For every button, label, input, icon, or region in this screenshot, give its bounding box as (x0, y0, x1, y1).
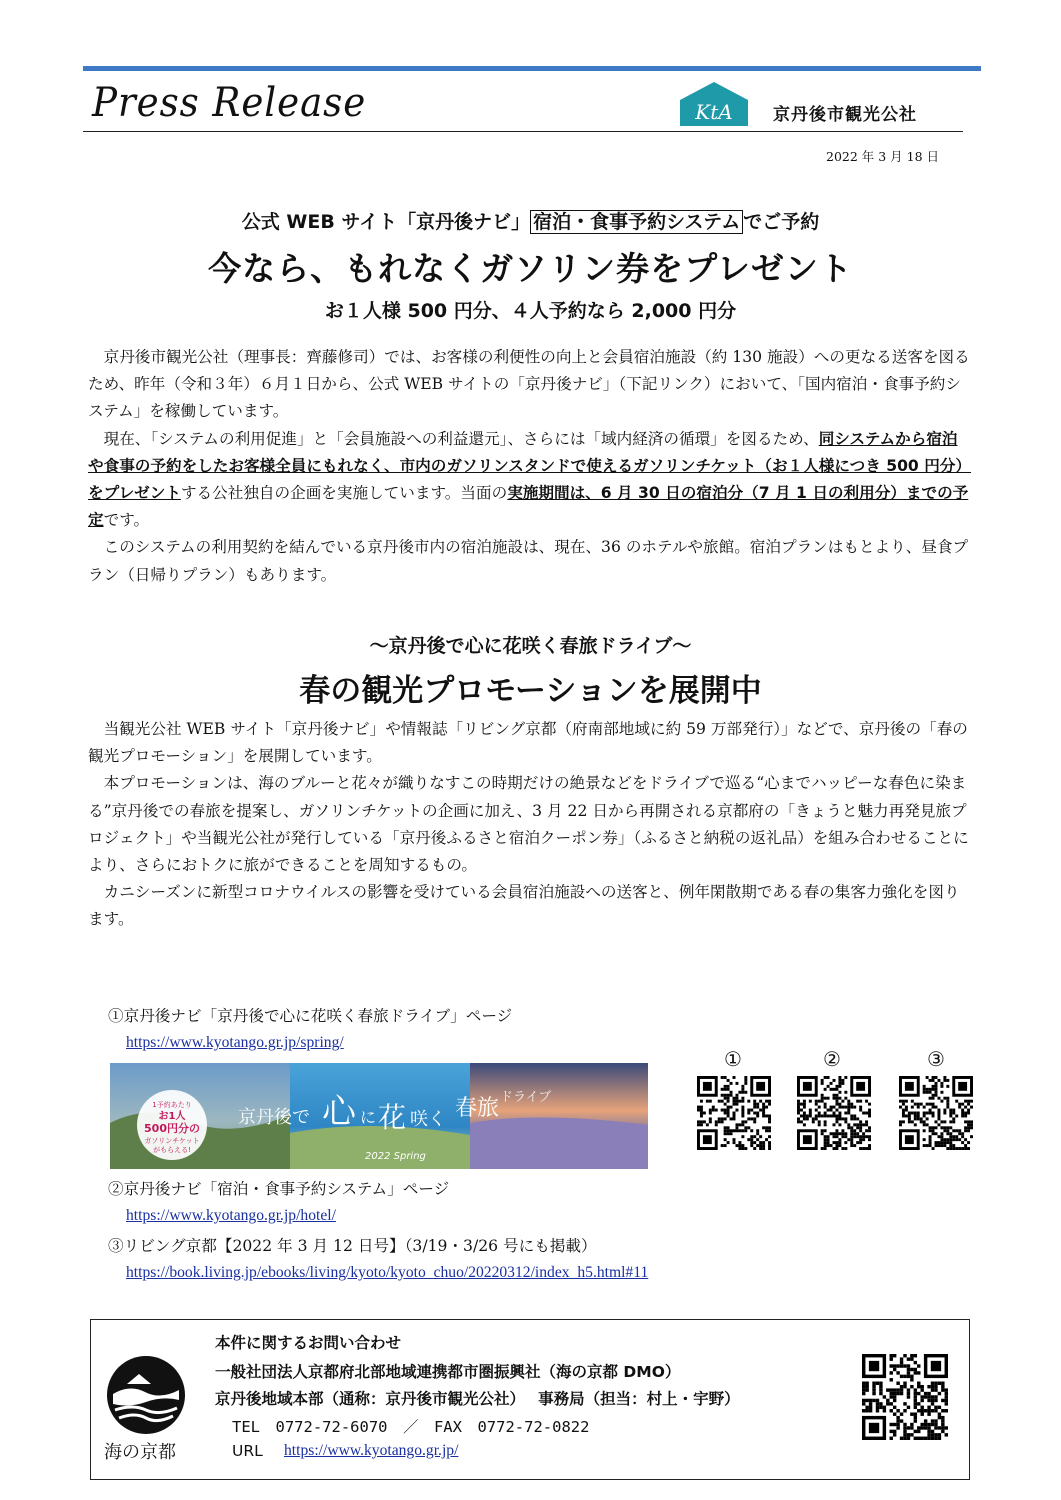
headline-sub: お１人様 500 円分、４人予約なら 2,000 円分 (324, 300, 737, 322)
paragraph: 本プロモーションは、海のブルーと花々が織りなすこの時期だけの絶景などをドライブで巡る“心までハッピーな春色に染まる”京丹後での春旅を提案し、ガソリンチケットの企画に加え、3 月 22 日から再開される京都府の「きょうと魅力再発見旅プロジェクト」や当観光公社が発行している「京丹後ふるさと宿泊クーポン券」（ふるさと納税の返礼品）を組み合わせることにより、さらにおトクに旅ができることを周知するもの。 (88, 774, 969, 875)
reference-3: ③リビング京都【2022 年 3 月 12 日号】（3/19・3/26 号にも掲載） (108, 1237, 597, 1255)
press-release-title: Press Release (92, 80, 367, 126)
link-living-kyoto[interactable]: https://book.living.jp/ebooks/living/kyoto/kyoto_chuo/20220312/index_h5.html#11 (126, 1264, 649, 1281)
contact-tel-fax: TEL 0772-72-6070 ／ FAX 0772-72-0822 (232, 1418, 590, 1436)
umi-no-kyoto-logo (105, 1354, 187, 1436)
highlight-period: 実施期間は、6 月 30 日の宿泊分（7 月 1 日の利用分）までの予定 (88, 484, 969, 530)
reference-1: ①京丹後ナビ「京丹後で心に花咲く春旅ドライブ」ページ (108, 1007, 513, 1025)
umi-no-kyoto-caption: 海の京都 (104, 1442, 176, 1463)
qr-label-2: ② (823, 1047, 841, 1071)
paragraph: カニシーズンに新型コロナウイルスの影響を受けている会員宿泊施設への送客と、例年閑散期である春の集客力強化を図ります。 (88, 883, 960, 929)
contact-website-link[interactable]: https://www.kyotango.gr.jp/ (284, 1442, 459, 1459)
contact-heading: 本件に関するお問い合わせ (215, 1334, 402, 1352)
svg-text:に: に (360, 1108, 377, 1127)
svg-text:500円分の: 500円分の (144, 1122, 200, 1135)
svg-text:がもらえる!: がもらえる! (153, 1146, 191, 1154)
release-date: 2022 年 3 月 18 日 (826, 149, 940, 164)
svg-text:京丹後で: 京丹後で (238, 1107, 310, 1128)
svg-text:ドライブ: ドライブ (500, 1090, 552, 1105)
qr-label-3: ③ (927, 1047, 945, 1071)
intro-paragraphs (88, 344, 973, 589)
svg-text:1予約あたり: 1予約あたり (152, 1101, 192, 1109)
section-subtitle: ～京丹後で心に花咲く春旅ドライブ～ (369, 635, 692, 657)
svg-text:お1人: お1人 (158, 1111, 186, 1122)
contact-url-label: URL (232, 1442, 263, 1460)
headline-main: 今なら、もれなくガソリン券をプレゼント (208, 249, 853, 288)
svg-text:ガソリンチケット: ガソリンチケット (144, 1137, 200, 1145)
promotion-banner (110, 1063, 648, 1169)
organization-name: 京丹後市観光公社 (773, 105, 917, 125)
svg-text:春旅: 春旅 (455, 1096, 500, 1121)
svg-text:花: 花 (378, 1101, 407, 1134)
svg-text:咲く: 咲く (410, 1109, 446, 1130)
header-accent-bar (83, 66, 981, 71)
qr-code-1[interactable] (697, 1076, 771, 1154)
header-divider (83, 131, 963, 132)
organization-logo (676, 80, 752, 128)
qr-code-3[interactable] (899, 1076, 973, 1154)
qr-code-2[interactable] (797, 1076, 871, 1154)
svg-text:KtA: KtA (695, 100, 733, 124)
link-hotel-page[interactable]: https://www.kyotango.gr.jp/hotel/ (126, 1207, 336, 1224)
section-title: 春の観光プロモーションを展開中 (299, 673, 762, 709)
paragraph: このシステムの利用契約を結んでいる京丹後市内の宿泊施設は、現在、36 のホテルや旅館。宿泊プランはもとより、昼食プラン（日帰りプラン）もあります。 (88, 538, 969, 584)
svg-text:心: 心 (322, 1092, 356, 1132)
contact-qr-code[interactable] (862, 1354, 948, 1440)
paragraph: 現在、「システムの利用促進」と「会員施設への利益還元」、さらには「域内経済の循環」を図るため、同システムから宿泊や食事の予約をしたお客様全員にもれなく、市内のガソリンスタンドで使えるガソリンチケット（お１人様につき 500 円分）をプレゼントする公社独自の企画を実施しています。当面の実施期間は、6 月 30 日の宿泊分（7 月 1 日の利用分）までの予定です。 (88, 429, 971, 530)
highlight-underlined: 同システムから宿泊や食事の予約をしたお客様全員にもれなく、市内のガソリンスタンドで使えるガソリンチケット（お１人様につき 500 円分）をプレゼント (88, 429, 971, 503)
promotion-paragraphs (88, 716, 973, 934)
paragraph: 京丹後市観光公社（理事長：齊藤修司）では、お客様の利便性の向上と会員宿泊施設（約 130 施設）への更なる送客を図るため、昨年（令和３年）６月１日から、公式 WEB サイトの「京丹後ナビ」（下記リンク）において、「国内宿泊・食事予約システム」を稼働しています。 (88, 348, 970, 421)
reference-2: ②京丹後ナビ「宿泊・食事予約システム」ページ (108, 1180, 450, 1198)
qr-label-1: ① (724, 1047, 742, 1071)
link-spring-page[interactable]: https://www.kyotango.gr.jp/spring/ (126, 1034, 344, 1051)
paragraph: 当観光公社 WEB サイト「京丹後ナビ」や情報誌「リビング京都（府南部地域に約 59 万部発行）」などで、京丹後の「春の観光プロモーション」を展開しています。 (88, 720, 968, 766)
contact-office: 京丹後地域本部（通称：京丹後市観光公社） 事務局（担当：村上・宇野） (215, 1390, 740, 1408)
headline-boxed-term: 宿泊・食事予約システム (530, 210, 743, 234)
contact-org: 一般社団法人京都府北部地域連携都市圏振興社（海の京都 DMO） (215, 1363, 681, 1381)
svg-text:2022 Spring: 2022 Spring (365, 1151, 426, 1162)
headline-line1: 公式 WEB サイト「京丹後ナビ」 宿泊・食事予約システム でご予約 (241, 211, 820, 233)
